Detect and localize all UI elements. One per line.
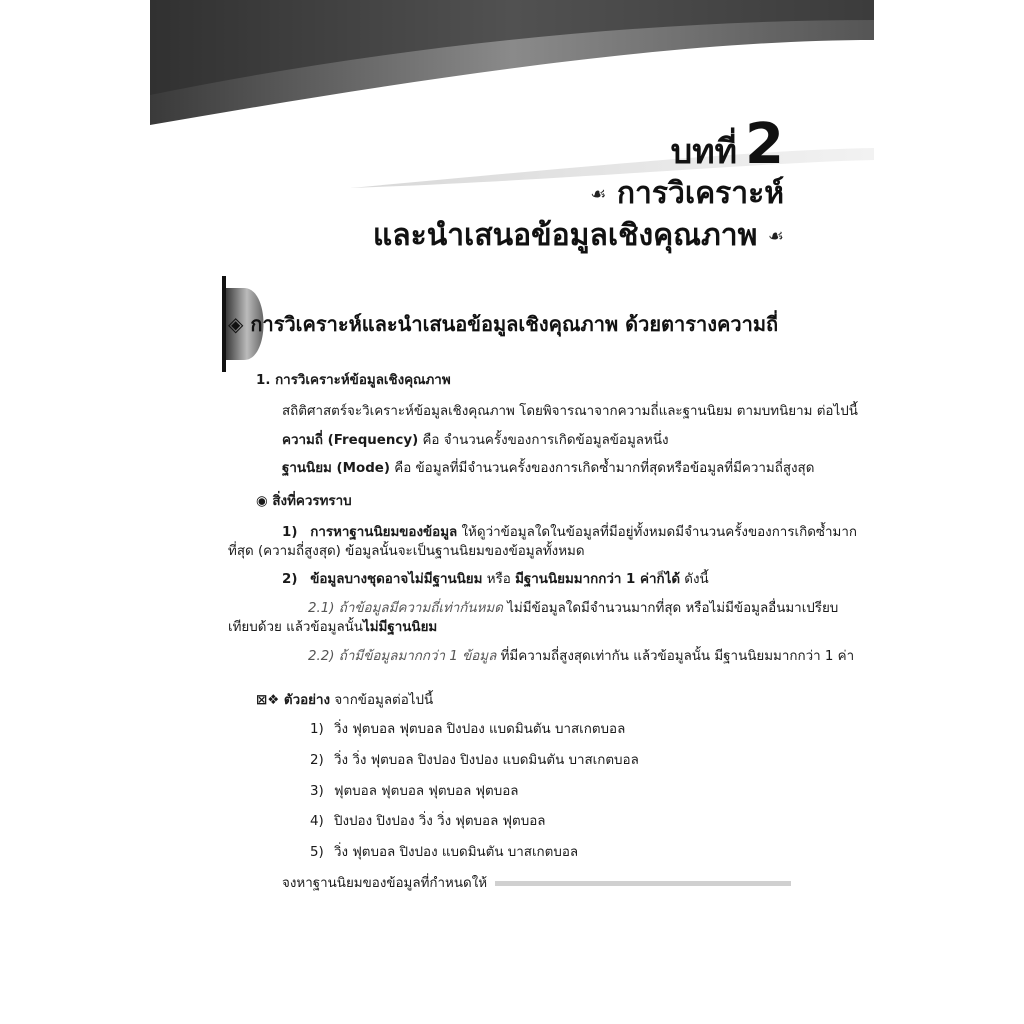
example-list — [228, 721, 868, 863]
chapter-label: บทที่ — [670, 132, 738, 172]
section-heading-text: การวิเคราะห์และนำเสนอข้อมูลเชิงคุณภาพ ด้วยตารางความถี่ — [250, 312, 779, 336]
list-item-text: ฟุตบอล ฟุตบอล ฟุตบอล ฟุตบอล — [334, 783, 519, 799]
mode-term: ฐานนิยม (Mode) — [282, 461, 390, 477]
example-text: จากข้อมูลต่อไปนี้ — [330, 693, 434, 709]
example-heading — [256, 692, 868, 711]
document-page — [150, 0, 874, 1024]
know1-number: 1) — [282, 524, 298, 540]
know2-bold-a: ข้อมูลบางชุดอาจไม่มีฐานนิยม — [310, 572, 483, 588]
know-item-1 — [228, 524, 868, 562]
list-item — [310, 752, 868, 771]
list-item-text: ปิงปอง ปิงปอง วิ่ง วิ่ง ฟุตบอล ฟุตบอล — [334, 814, 546, 830]
know22-text: ที่มีความถี่สูงสุดเท่ากัน แล้วข้อมูลนั้น มีฐานนิยมมากกว่า 1 ค่า — [496, 648, 855, 664]
know1-text: ให้ดูว่าข้อมูลใดในข้อมูลที่มีอยู่ทั้งหมดมีจำนวนครั้งของการเกิดซ้ำมากที่สุด (ความถี่สูงสุด) ข้อมูลนั้นจะเป็นฐานนิยมของข้อมูลทั้งหมด — [228, 524, 857, 559]
list-item — [310, 721, 868, 740]
chapter-title-line1 — [590, 170, 784, 217]
chapter-heading — [671, 112, 784, 178]
know-item-2-1 — [228, 600, 868, 638]
know21-text: ไม่มีข้อมูลใดมีจำนวนมากที่สุด หรือไม่มีข้อมูลอื่นมาเปรียบเทียบด้วย แล้วข้อมูลนั้น — [228, 601, 839, 635]
title-line1-text: การวิเคราะห์ — [616, 176, 784, 211]
list-item-text: วิ่ง ฟุตบอล ฟุตบอล ปิงปอง แบดมินตัน บาสเกตบอล — [334, 722, 626, 738]
circle-bullet-icon: ◉ — [256, 494, 268, 510]
frequency-definition — [228, 432, 868, 451]
example-marker-icon: ⊠❖ — [256, 693, 280, 709]
list-item-number: 3) — [310, 783, 324, 799]
intro-paragraph: สถิติศาสตร์จะวิเคราะห์ข้อมูลเชิงคุณภาพ โดยพิจารณาจากความถี่และฐานนิยม ตามบทนิยาม ต่อไปนี้ — [282, 403, 858, 419]
know2-end: ดังนี้ — [680, 572, 709, 588]
answer-rule — [495, 881, 791, 886]
section-heading — [228, 308, 778, 340]
know-heading — [256, 493, 868, 512]
question-line — [228, 875, 868, 894]
know-item-2-2 — [228, 648, 868, 667]
list-item — [310, 844, 868, 863]
example-bold: ตัวอย่าง — [283, 693, 331, 709]
question-text: จงหาฐานนิยมของข้อมูลที่กำหนดให้ — [282, 876, 488, 892]
list-item — [310, 813, 868, 832]
ornament-icon: ☙ — [590, 184, 607, 205]
know1-bold: การหาฐานนิยมของข้อมูล — [310, 524, 458, 540]
frequency-term: ความถี่ (Frequency) — [282, 432, 419, 448]
know2-number: 2) — [282, 572, 298, 588]
know22-italic: 2.2) ถ้ามีข้อมูลมากกว่า 1 ข้อมูล — [308, 648, 497, 664]
list-item-number: 1) — [310, 722, 324, 738]
list-item-text: วิ่ง ฟุตบอล ปิงปอง แบดมินตัน บาสเกตบอล — [334, 845, 579, 861]
know-item-2 — [228, 571, 868, 590]
mode-text: คือ ข้อมูลที่มีจำนวนครั้งของการเกิดซ้ำมากที่สุดหรือข้อมูลที่มีความถี่สูงสุด — [389, 461, 815, 477]
know21-italic: 2.1) ถ้าข้อมูลมีความถี่เท่ากันหมด — [308, 601, 503, 617]
item1-title: 1. การวิเคราะห์ข้อมูลเชิงคุณภาพ — [256, 373, 451, 388]
list-item-number: 2) — [310, 752, 324, 768]
know2-mid: หรือ — [482, 572, 516, 588]
content-body — [228, 372, 868, 904]
know2-bold-b: มีฐานนิยมมากกว่า 1 ค่าก็ได้ — [515, 572, 681, 588]
chapter-number: 2 — [745, 112, 784, 177]
title-line2-text: และนำเสนอข้อมูลเชิงคุณภาพ — [372, 218, 758, 253]
frequency-text: คือ จำนวนครั้งของการเกิดข้อมูลข้อมูลหนึ่ง — [418, 432, 669, 448]
list-item-number: 4) — [310, 814, 324, 830]
list-item-number: 5) — [310, 845, 324, 861]
list-item — [310, 783, 868, 802]
list-item-text: วิ่ง วิ่ง ฟุตบอล ปิงปอง ปิงปอง แบดมินตัน บาสเกตบอล — [334, 752, 639, 768]
mode-definition — [228, 460, 868, 479]
ornament-icon: ☙ — [767, 226, 784, 247]
diamond-bullet-icon: ◈ — [228, 312, 244, 336]
chapter-title-line2 — [373, 212, 784, 259]
know21-bold: ไม่มีฐานนิยม — [362, 619, 438, 635]
know-heading-text: สิ่งที่ควรทราบ — [272, 494, 352, 510]
